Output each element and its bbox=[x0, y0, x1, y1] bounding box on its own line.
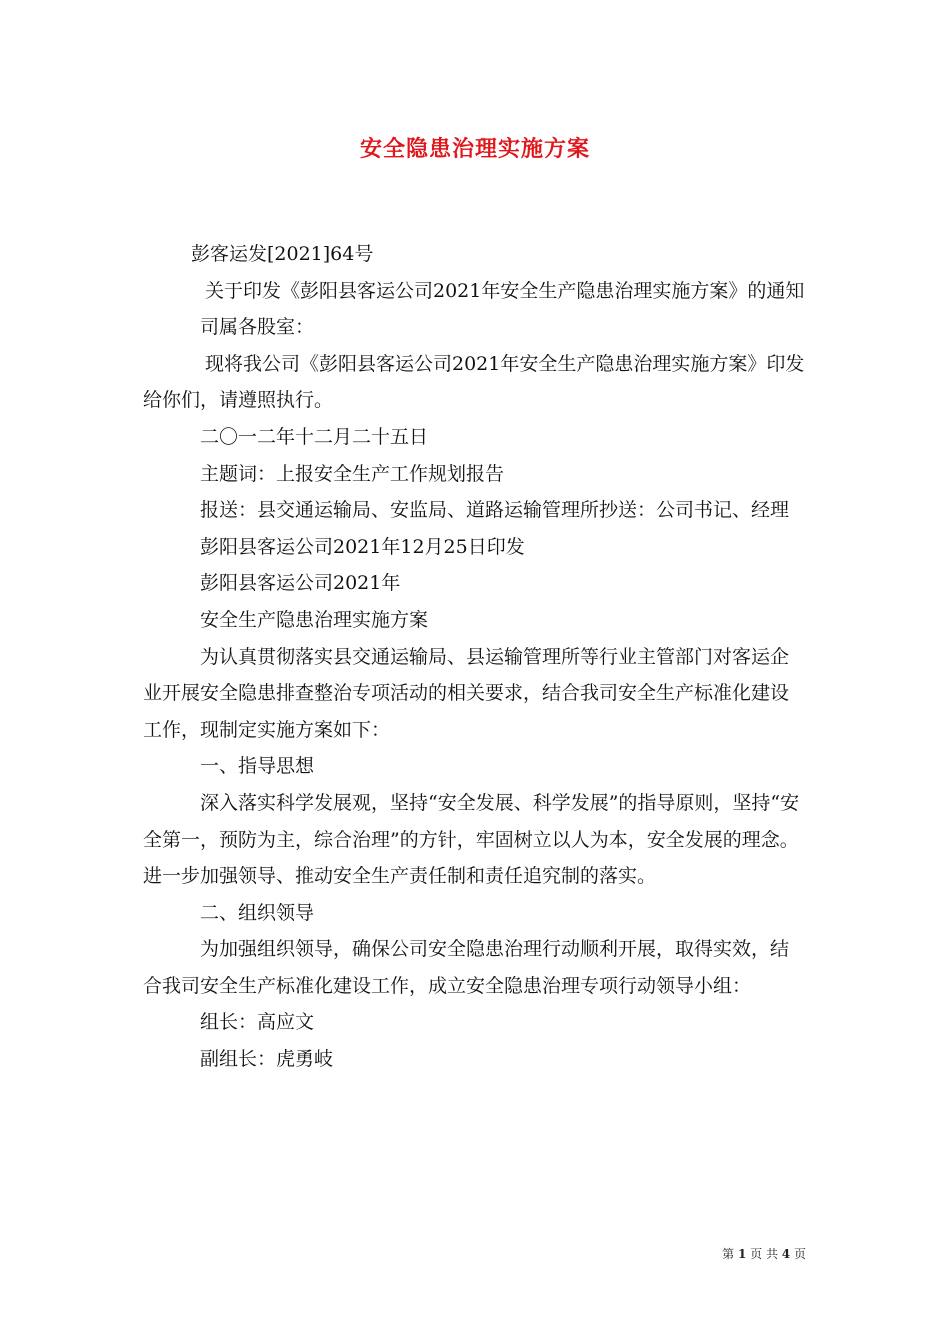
subject-words: 主题词：上报安全生产工作规划报告 bbox=[200, 462, 505, 485]
paragraph: 现将我公司《彭阳县客运公司2021年安全生产隐患治理实施方案》印发给你们，请遵照执行。 bbox=[143, 352, 805, 412]
section-heading: 一、指导思想 bbox=[200, 755, 315, 778]
printed-by: 彭阳县客运公司2021年12月25日印发 bbox=[200, 535, 525, 558]
page-footer bbox=[0, 1245, 806, 1262]
issue-date: 二〇一二年十二月二十五日 bbox=[200, 425, 429, 448]
paragraph: 深入落实科学发展观，坚持“安全发展、科学发展”的指导原则，坚持“安全第一，预防为主，综合治理”的方针，牢固树立以人为本，安全发展的理念。进一步加强领导、推动安全生产责任制和责任追究制的落实。 bbox=[143, 791, 800, 888]
footer-suffix: 页 bbox=[793, 1247, 806, 1261]
document-title: 安全隐患治理实施方案 bbox=[359, 136, 590, 162]
deputy-group-leader: 副组长：虎勇岐 bbox=[200, 1048, 334, 1071]
section-heading: 二、组织领导 bbox=[200, 901, 315, 924]
distribution: 报送：县交通运输局、安监局、道路运输管理所抄送：公司书记、经理 bbox=[200, 499, 790, 522]
document-body bbox=[143, 236, 807, 1078]
notice-heading: 关于印发《彭阳县客运公司2021年安全生产隐患治理实施方案》的通知 bbox=[205, 279, 805, 302]
footer-total-pages: 4 bbox=[781, 1247, 791, 1261]
footer-mid: 页 共 bbox=[750, 1247, 778, 1261]
footer-prefix: 第 bbox=[722, 1247, 735, 1261]
doc-number: 彭客运发[2021]64号 bbox=[191, 243, 374, 265]
plan-title: 安全生产隐患治理实施方案 bbox=[200, 608, 429, 631]
company-year: 彭阳县客运公司2021年 bbox=[200, 572, 401, 595]
paragraph: 为加强组织领导，确保公司安全隐患治理行动顺利开展，取得实效，结合我司安全生产标准化建设工作，成立安全隐患治理专项行动领导小组： bbox=[143, 938, 790, 997]
salutation: 司属各股室： bbox=[200, 316, 315, 339]
paragraph: 为认真贯彻落实县交通运输局、县运输管理所等行业主管部门对客运企业开展安全隐患排查整治专项活动的相关要求，结合我司安全生产标准化建设工作，现制定实施方案如下： bbox=[143, 645, 790, 741]
group-leader: 组长：高应文 bbox=[200, 1011, 315, 1034]
footer-page-number: 1 bbox=[737, 1247, 747, 1261]
